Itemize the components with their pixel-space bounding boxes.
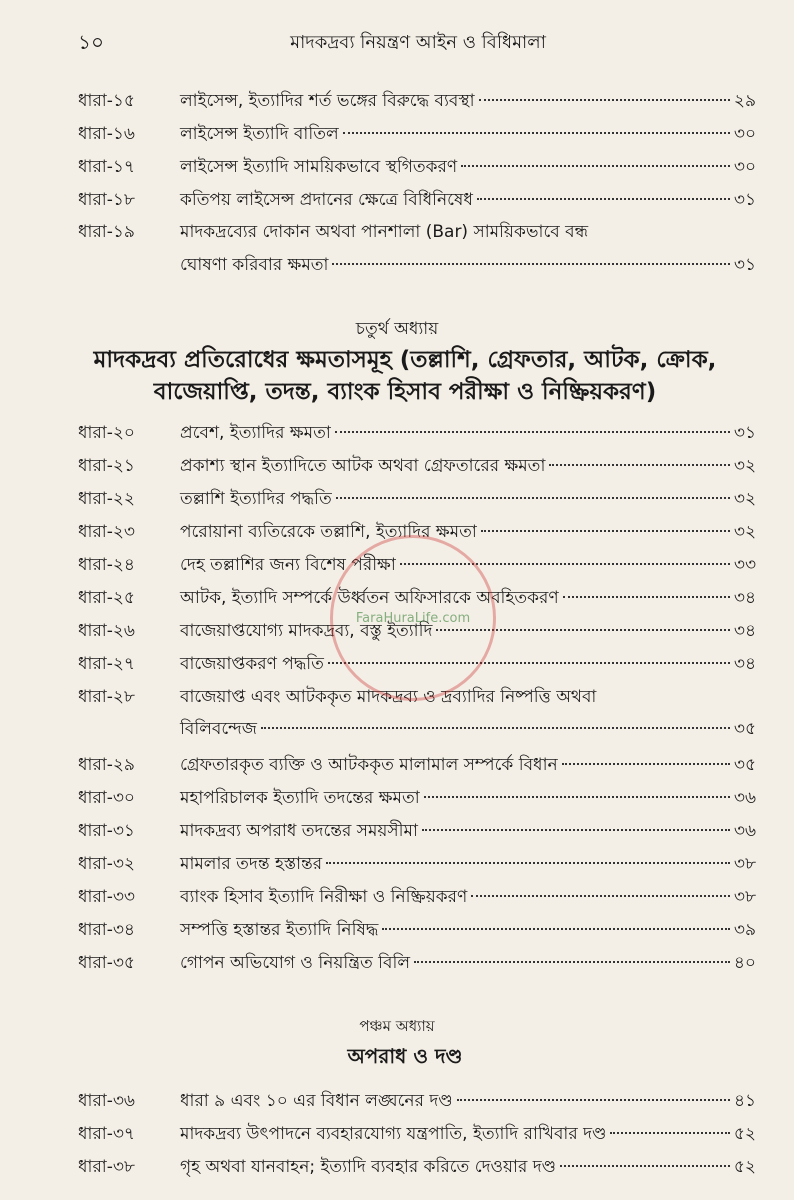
page-ref: ৩৫ (733, 755, 756, 775)
section-title: গ্রেফতারকৃত ব্যক্তি ও আটককৃত মালামাল সম্পর্কে বিধান (180, 755, 558, 775)
section-number: ধারা-২৬ (78, 621, 135, 641)
page-ref: ৩৬ (733, 788, 756, 808)
section-title: তল্লাশি ইত্যাদির পদ্ধতি (180, 489, 332, 509)
page-ref: ৩৮ (733, 887, 756, 907)
page-ref: ৩১ (733, 190, 756, 210)
section-number: ধারা-৩৭ (78, 1124, 135, 1144)
watermark-text: FaraHuraLife.com (355, 610, 471, 626)
section-title: প্রকাশ্য স্থান ইত্যাদিতে আটক অথবা গ্রেফতারের ক্ষমতা (180, 456, 546, 476)
page-ref: ৩২ (733, 522, 756, 542)
section-number: ধারা-২৯ (78, 755, 135, 775)
page-ref: ৩৯ (733, 920, 756, 940)
section-title: বাজেয়াপ্তকরণ পদ্ধতি (180, 654, 324, 674)
section-number: ধারা-৩০ (78, 788, 135, 808)
section-title: কতিপয় লাইসেন্স প্রদানের ক্ষেত্রে বিধিনিষেধ (180, 190, 473, 210)
page-ref: ৪০ (733, 953, 756, 973)
section-title: লাইসেন্স ইত্যাদি সাময়িকভাবে স্থগিতকরণ (180, 157, 458, 177)
section-title: সম্পত্তি হস্তান্তর ইত্যাদি নিষিদ্ধ (180, 920, 379, 940)
section-number: ধারা-১৫ (78, 91, 135, 111)
page-ref: ৩০ (733, 157, 756, 177)
page-ref: ৩২ (733, 489, 756, 509)
section-number: ধারা-১৭ (78, 157, 135, 177)
page-ref: ৩২ (733, 456, 756, 476)
section-title: ধারা ৯ এবং ১০ এর বিধান লঙ্ঘনের দণ্ড (180, 1091, 453, 1111)
section-title: লাইসেন্স, ইত্যাদির শর্ত ভঙ্গের বিরুদ্ধে ব্যবস্থা (180, 91, 475, 111)
page-ref: ৩৪ (733, 621, 756, 641)
section-title: পরোয়ানা ব্যতিরেকে তল্লাশি, ইত্যাদির ক্ষমতা (180, 522, 477, 542)
section-title-line2: ঘোষণা করিবার ক্ষমতা (180, 255, 329, 275)
section-number: ধারা-৩৫ (78, 953, 135, 973)
section-title: মহাপরিচালক ইত্যাদি তদন্তের ক্ষমতা (180, 788, 420, 808)
section-number: ধারা-১৯ (78, 222, 135, 242)
page-ref: ৩৩ (733, 555, 756, 575)
section-title: মামলার তদন্ত হস্তান্তর (180, 854, 323, 874)
page-ref: ২৯ (733, 91, 756, 111)
page-ref: ৩৪ (733, 588, 756, 608)
section-number: ধারা-৩১ (78, 821, 135, 841)
section-number: ধারা-৩৪ (78, 920, 135, 940)
page-ref: ৩০ (733, 124, 756, 144)
section-title: লাইসেন্স ইত্যাদি বাতিল (180, 124, 339, 144)
page-ref: ৫২ (733, 1157, 756, 1177)
section-number: ধারা-১৬ (78, 124, 135, 144)
section-title-line1: মাদকদ্রব্যের দোকান অথবা পানশালা (Bar) সাময়িকভাবে বন্ধ (180, 222, 589, 242)
section-number: ধারা-১৮ (78, 190, 135, 210)
section-number: ধারা-২৫ (78, 588, 135, 608)
chapter-title-line2: বাজেয়াপ্তি, তদন্ত, ব্যাংক হিসাব পরীক্ষা ও নিষ্ক্রিয়করণ) (153, 379, 657, 405)
section-title: ব্যাংক হিসাব ইত্যাদি নিরীক্ষা ও নিষ্ক্রিয়করণ (180, 887, 468, 907)
section-title: মাদকদ্রব্য অপরাধ তদন্তের সময়সীমা (180, 821, 418, 841)
section-title: প্রবেশ, ইত্যাদির ক্ষমতা (180, 423, 331, 443)
chapter-label: চতুর্থ অধ্যায় (355, 319, 439, 339)
section-title: আটক, ইত্যাদি সম্পর্কে উর্ধ্বতন অফিসারকে অবহিতকরণ (180, 588, 559, 608)
section-number: ধারা-৩৮ (78, 1157, 135, 1177)
section-title-line2: বিলিবন্দেজ (180, 719, 257, 739)
page-ref: ৫২ (733, 1124, 756, 1144)
section-number: ধারা-৩৩ (78, 887, 135, 907)
section-title: দেহ তল্লাশির জন্য বিশেষ পরীক্ষা (180, 555, 396, 575)
section-number: ধারা-৩২ (78, 854, 135, 874)
section-number: ধারা-২০ (78, 423, 135, 443)
section-number: ধারা-২২ (78, 489, 135, 509)
page-ref: ৩৫ (733, 719, 756, 739)
page-ref: ৩১ (733, 423, 756, 443)
page-ref: ৪১ (733, 1091, 756, 1111)
page-ref: ৩৬ (733, 821, 756, 841)
running-title: মাদকদ্রব্য নিয়ন্ত্রণ আইন ও বিধিমালা (290, 32, 546, 53)
section-title-line1: বাজেয়াপ্ত এবং আটককৃত মাদকদ্রব্য ও দ্রব্যাদির নিষ্পত্তি অথবা (180, 687, 597, 707)
chapter-title-line1: মাদকদ্রব্য প্রতিরোধের ক্ষমতাসমূহ (তল্লাশি, গ্রেফতার, আটক, ক্রোক, (93, 347, 717, 373)
page-ref: ৩৮ (733, 854, 756, 874)
section-title: মাদকদ্রব্য উৎপাদনে ব্যবহারযোগ্য যন্ত্রপাতি, ইত্যাদি রাখিবার দণ্ড (180, 1124, 607, 1144)
chapter-title: অপরাধ ও দণ্ড (347, 1044, 463, 1068)
section-number: ধারা-২৮ (78, 687, 135, 707)
page-header (78, 28, 758, 60)
chapter-label: পঞ্চম অধ্যায় (359, 1017, 435, 1035)
section-number: ধারা-২৭ (78, 654, 135, 674)
section-number: ধারা-২৩ (78, 522, 135, 542)
section-number: ধারা-২৪ (78, 555, 135, 575)
page-number: ১০ (78, 30, 104, 54)
section-number: ধারা-৩৬ (78, 1091, 135, 1111)
section-title: গোপন অভিযোগ ও নিয়ন্ত্রিত বিলি (180, 953, 411, 973)
page-ref: ৩৪ (733, 654, 756, 674)
section-number: ধারা-২১ (78, 456, 135, 476)
section-title: গৃহ অথবা যানবাহন; ইত্যাদি ব্যবহার করিতে দেওয়ার দণ্ড (180, 1157, 557, 1177)
page-ref: ৩১ (733, 255, 756, 275)
section-title: বাজেয়াপ্তযোগ্য মাদকদ্রব্য, বস্তু ইত্যাদি (180, 621, 433, 641)
